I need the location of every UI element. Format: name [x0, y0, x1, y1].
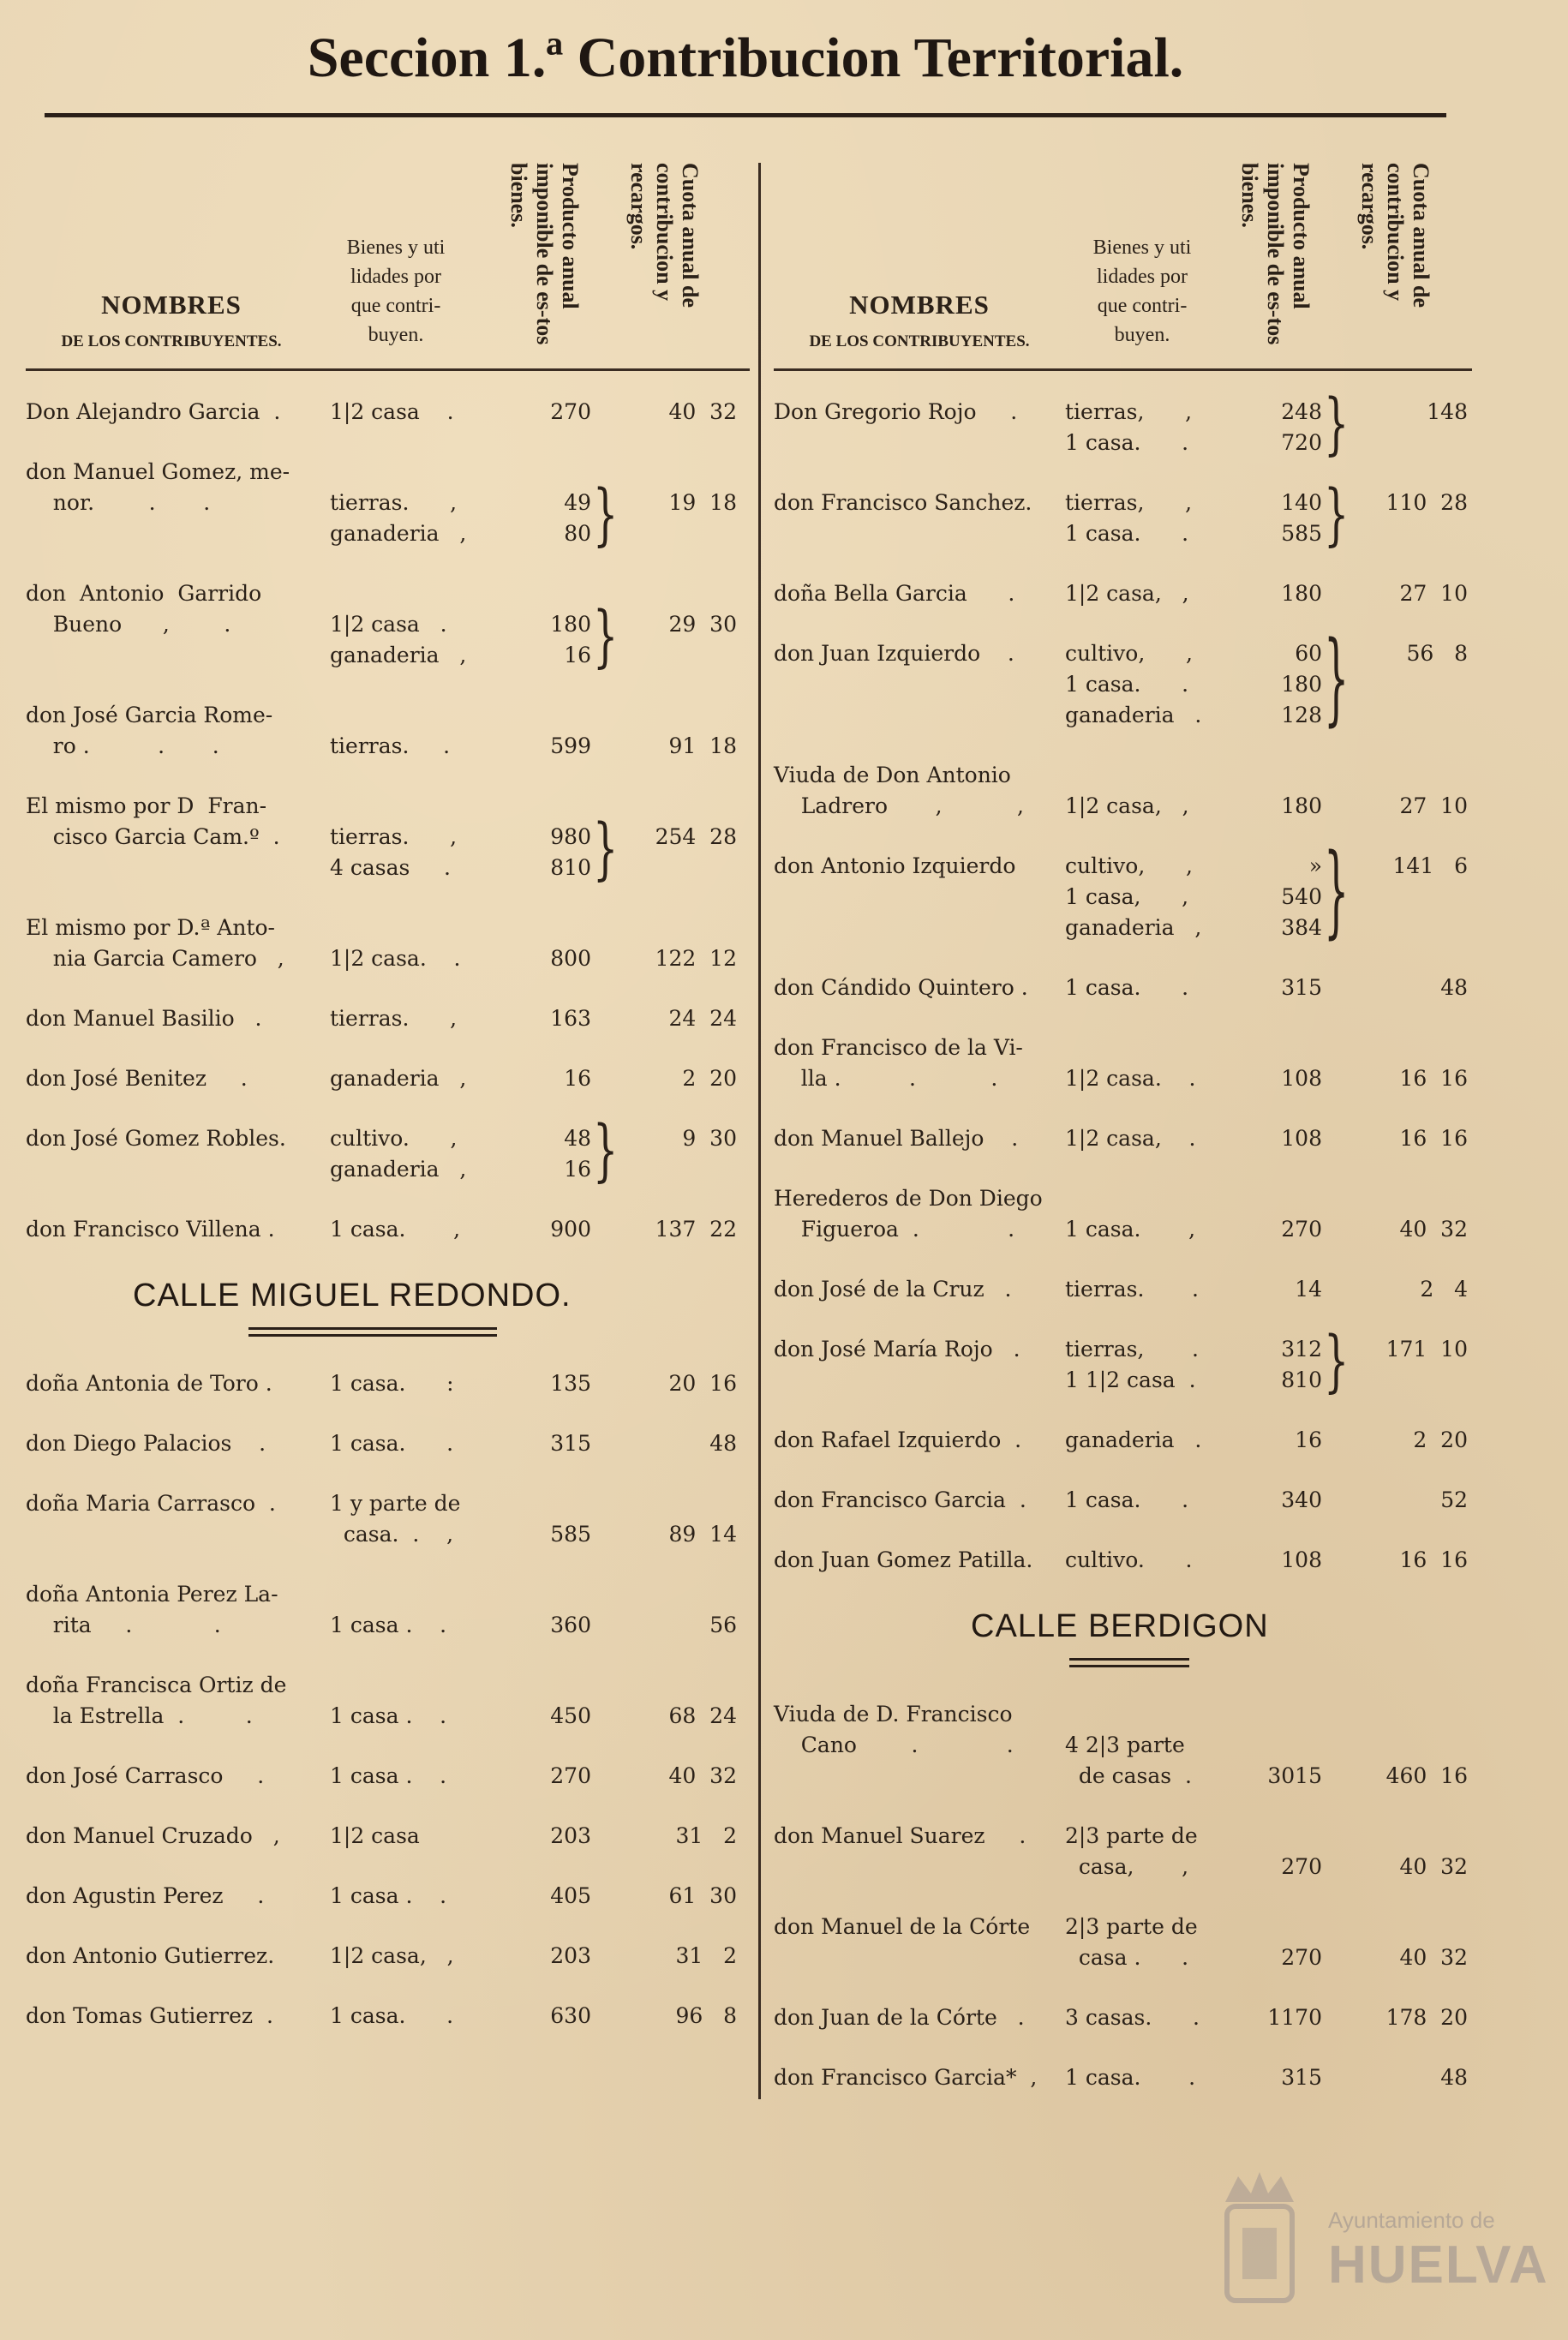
- bienes-cell: 2|3 parte de casa, ,: [1065, 1823, 1198, 1879]
- producto-cell: 140 585: [1281, 490, 1322, 546]
- header-cuota: Cuota anual de contribucion y recargos.: [626, 163, 703, 308]
- contribuyente-name: don Manuel Ballejo .: [774, 1126, 1019, 1151]
- brace-icon: }: [1324, 831, 1350, 949]
- cuota-cell: 68 24: [668, 1703, 737, 1728]
- cuota-cell: 40 32: [1399, 1854, 1468, 1879]
- contribuyente-name: don José Benitez .: [26, 1066, 248, 1091]
- header-bienes-right: Bienes y uti lidades por que contri- buyen.: [1092, 236, 1192, 346]
- contribuyente-name: doña Bella Garcia .: [774, 581, 1015, 606]
- cuota-cell: 48: [1440, 975, 1468, 1000]
- cuota-cell: 9 30: [682, 1126, 737, 1151]
- bienes-cell: tierras. .: [1065, 1277, 1199, 1302]
- producto-cell: 16: [564, 1066, 591, 1091]
- bienes-cell: tierras. ,: [330, 1006, 458, 1031]
- crest-icon: [1217, 2168, 1302, 2313]
- right-column: [774, 154, 1472, 2090]
- producto-cell: 315: [1281, 2065, 1322, 2090]
- ledger-row: [26, 1579, 750, 1641]
- cuota-cell: 137 22: [655, 1217, 737, 1242]
- bienes-cell: 1|2 casa. .: [330, 946, 461, 971]
- contribuyente-name: don Antonio Garrido Bueno , .: [26, 581, 262, 637]
- brace-icon: }: [593, 474, 619, 554]
- bienes-cell: cultivo. .: [1065, 1547, 1193, 1572]
- ledger-row: [774, 1320, 1472, 1400]
- cuota-cell: 91 18: [668, 733, 737, 758]
- brace-icon: }: [593, 595, 619, 675]
- contribuyente-name: don Manuel Cruzado ,: [26, 1823, 280, 1848]
- ledger-row: [774, 1545, 1472, 1576]
- ledger-row: [26, 1063, 750, 1094]
- bienes-cell: 1 casa . .: [330, 1763, 447, 1788]
- header-nombres-right: [774, 290, 1065, 351]
- ledger-row: [774, 474, 1472, 554]
- producto-cell: 108: [1281, 1547, 1322, 1572]
- cuota-cell: 16 16: [1399, 1066, 1468, 1091]
- cuota-cell: 460 16: [1385, 1763, 1468, 1788]
- bienes-cell: 1 casa. ,: [330, 1217, 461, 1242]
- header-contribuyentes-label: DE LOS CONTRIBUYENTES.: [61, 332, 282, 350]
- contribuyente-name: don Francisco Garcia .: [774, 1487, 1026, 1512]
- contribuyente-name: don Francisco Garcia* ,: [774, 2065, 1038, 2090]
- ledger-row: [774, 1821, 1472, 1882]
- cuota-cell: 48: [1440, 2065, 1468, 2090]
- producto-cell: 163: [550, 1006, 591, 1031]
- cuota-cell: 24 24: [668, 1006, 737, 1031]
- producto-cell: 270: [1281, 1945, 1322, 1970]
- producto-cell: 108: [1281, 1126, 1322, 1151]
- cuota-cell: 56: [709, 1613, 737, 1637]
- ledger-row: [26, 1670, 750, 1732]
- producto-cell: 180 16: [550, 612, 591, 667]
- ledger-row: [26, 1488, 750, 1550]
- cuota-cell: 56 8: [1406, 641, 1468, 666]
- cuota-cell: 110 28: [1385, 490, 1468, 515]
- contribuyente-name: don Rafael Izquierdo .: [774, 1427, 1022, 1452]
- section-rule: [1069, 1658, 1189, 1661]
- title-rule: [45, 113, 1446, 117]
- bienes-cell: tierras, . 1 1|2 casa .: [1065, 1337, 1199, 1392]
- contribuyente-name: doña Maria Carrasco .: [26, 1491, 276, 1516]
- producto-cell: 14: [1295, 1277, 1322, 1302]
- producto-cell: 1170: [1267, 2005, 1322, 2030]
- column-divider: [758, 163, 761, 2099]
- producto-cell: 270: [1281, 1854, 1322, 1879]
- producto-cell: 599: [550, 733, 591, 758]
- producto-cell: 180: [1281, 581, 1322, 606]
- producto-cell: 450: [550, 1703, 591, 1728]
- ledger-row: [774, 1425, 1472, 1456]
- ledger-row: [26, 1368, 750, 1399]
- bienes-cell: tierras, , 1 casa. .: [1065, 399, 1193, 455]
- ledger-row: [774, 2002, 1472, 2033]
- producto-cell: 48 16: [564, 1126, 591, 1182]
- contribuyente-name: don Manuel Basilio .: [26, 1006, 262, 1031]
- contribuyente-name: don José de la Cruz .: [774, 1277, 1012, 1302]
- bienes-cell: 1 casa . .: [330, 1883, 447, 1908]
- left-header: [26, 154, 750, 371]
- cuota-cell: 19 18: [668, 490, 737, 515]
- brace-icon: }: [593, 808, 619, 888]
- producto-cell: 49 80: [564, 490, 591, 546]
- bienes-cell: ganaderia .: [1065, 1427, 1202, 1452]
- brace-icon: }: [1324, 383, 1350, 463]
- left-column: [26, 154, 750, 2028]
- header-bienes: Bienes y uti lidades por que contri- buyen.: [346, 236, 446, 346]
- contribuyente-name: don Manuel Gomez, me- nor. . .: [26, 459, 290, 515]
- ledger-row: [774, 1485, 1472, 1516]
- ledger-row: [26, 913, 750, 974]
- producto-cell: 16: [1295, 1427, 1322, 1452]
- cuota-cell: 178 20: [1385, 2005, 1468, 2030]
- contribuyente-name: don Francisco de la Vi- lla . . .: [774, 1035, 1023, 1091]
- brace-icon: }: [1324, 474, 1350, 554]
- producto-cell: 980 810: [550, 824, 591, 880]
- ledger-row: [26, 1428, 750, 1459]
- cuota-cell: 52: [1440, 1487, 1468, 1512]
- cuota-cell: 27 10: [1399, 793, 1468, 818]
- cuota-cell: 31 2: [675, 1943, 737, 1968]
- ledger-row: [26, 1881, 750, 1912]
- ayuntamiento-stamp: [1217, 2168, 1549, 2313]
- producto-cell: 360: [550, 1613, 591, 1637]
- contribuyente-name: don Agustin Perez .: [26, 1883, 265, 1908]
- stamp-title: HUELVA: [1328, 2235, 1549, 2295]
- producto-cell: 203: [550, 1823, 591, 1848]
- producto-cell: 135: [550, 1371, 591, 1396]
- bienes-cell: 1 casa. ,: [1065, 1217, 1196, 1242]
- producto-cell: 800: [550, 946, 591, 971]
- producto-cell: 315: [1281, 975, 1322, 1000]
- ledger-row: [774, 1274, 1472, 1305]
- contribuyente-name: don Juan Izquierdo .: [774, 641, 1014, 666]
- ledger-row: [774, 1123, 1472, 1154]
- bienes-cell: 1 casa. .: [330, 2003, 454, 2028]
- cuota-cell: 40 32: [1399, 1945, 1468, 1970]
- producto-cell: 270: [550, 1763, 591, 1788]
- producto-cell: 405: [550, 1883, 591, 1908]
- brace-icon: }: [1324, 1320, 1350, 1400]
- ledger-row: [774, 383, 1472, 463]
- cuota-cell: 40 32: [668, 1763, 737, 1788]
- contribuyente-name: don Tomas Gutierrez .: [26, 2003, 273, 2028]
- producto-cell: 248 720: [1281, 399, 1322, 455]
- ledger-row: [26, 1110, 750, 1189]
- section-rule: [1069, 1665, 1189, 1667]
- ledger-row: [774, 619, 1472, 737]
- ledger-row: [774, 578, 1472, 609]
- stamp-subtitle: Ayuntamiento de: [1328, 2207, 1495, 2233]
- producto-cell: 3015: [1267, 1763, 1322, 1788]
- ledger-row: [26, 791, 750, 888]
- contribuyente-name: don Manuel de la Córte: [774, 1914, 1031, 1939]
- producto-cell: 900: [550, 1217, 591, 1242]
- cuota-cell: 40 32: [1399, 1217, 1468, 1242]
- cuota-cell: 89 14: [668, 1522, 737, 1547]
- ledger-row: [26, 2001, 750, 2032]
- cuota-cell: 40 32: [668, 399, 737, 424]
- bienes-cell: 1|2 casa, ,: [330, 1943, 454, 1968]
- contribuyente-name: don Antonio Izquierdo: [774, 853, 1016, 878]
- ledger-row: [26, 1003, 750, 1034]
- contribuyente-name: El mismo por D Fran- cisco Garcia Cam.º .: [26, 793, 280, 849]
- contribuyente-name: don Juan de la Córte .: [774, 2005, 1025, 2030]
- bienes-cell: 1|2 casa, ,: [1065, 581, 1189, 606]
- bienes-cell: 3 casas. .: [1065, 2005, 1200, 2030]
- bienes-cell: 1 casa. .: [1065, 975, 1189, 1000]
- producto-cell: 312 810: [1281, 1337, 1322, 1392]
- cuota-cell: 61 30: [668, 1883, 737, 1908]
- contribuyente-name: don José María Rojo .: [774, 1337, 1020, 1362]
- bienes-cell: cultivo. , ganaderia ,: [330, 1126, 467, 1182]
- ledger-row: [774, 1032, 1472, 1094]
- contribuyente-name: don José Gomez Robles.: [26, 1126, 286, 1151]
- bienes-cell: cultivo, , 1 casa, , ganaderia ,: [1065, 853, 1202, 940]
- cuota-cell: 27 10: [1399, 581, 1468, 606]
- ledger-row: [774, 831, 1472, 949]
- bienes-cell: 1 casa . .: [330, 1613, 447, 1637]
- header-contribuyentes-label-right: DE LOS CONTRIBUYENTES.: [809, 332, 1030, 350]
- contribuyente-name: don Francisco Villena .: [26, 1217, 275, 1242]
- bienes-cell: 1 y parte de casa. . ,: [330, 1491, 461, 1547]
- street-section-title: CALLE MIGUEL REDONDO.: [133, 1278, 572, 1314]
- bienes-cell: 1 casa. .: [330, 1431, 454, 1456]
- cuota-cell: 29 30: [668, 612, 737, 637]
- page-title: Seccion 1.ª Contribucion Territorial.: [307, 27, 1184, 89]
- bienes-cell: tierras, , 1 casa. .: [1065, 490, 1193, 546]
- ledger-row: [26, 578, 750, 675]
- producto-cell: » 540 384: [1281, 853, 1322, 940]
- cuota-cell: 96 8: [675, 2003, 737, 2028]
- ledger-row: [26, 1214, 750, 1245]
- ledger-row: [774, 1699, 1472, 1792]
- cuota-cell: 171 10: [1385, 1337, 1468, 1362]
- street-section-title: CALLE BERDIGON: [971, 1608, 1269, 1644]
- contribuyente-name: don Antonio Gutierrez.: [26, 1943, 275, 1968]
- cuota-cell: 31 2: [675, 1823, 737, 1848]
- bienes-cell: 1|2 casa. .: [1065, 1066, 1196, 1091]
- contribuyente-name: doña Antonia de Toro .: [26, 1371, 272, 1396]
- bienes-cell: 1|2 casa, ,: [1065, 793, 1189, 818]
- bienes-cell: 1 casa. .: [1065, 2065, 1196, 2090]
- contribuyente-name: El mismo por D.ª Anto- nia Garcia Camero ,: [26, 915, 284, 971]
- ledger-row: [774, 2062, 1472, 2093]
- cuota-cell: 48: [709, 1431, 737, 1456]
- contribuyente-name: don Diego Palacios .: [26, 1431, 266, 1456]
- bienes-cell: cultivo, , 1 casa. . ganaderia .: [1065, 641, 1202, 727]
- ledger-row: [26, 1941, 750, 1972]
- producto-cell: 270: [550, 399, 591, 424]
- contribuyente-name: don Cándido Quintero .: [774, 975, 1028, 1000]
- contribuyente-name: Don Gregorio Rojo .: [774, 399, 1018, 424]
- bienes-cell: 1|2 casa . ganaderia ,: [330, 612, 467, 667]
- bienes-cell: 1|2 casa, .: [1065, 1126, 1196, 1151]
- ledger-row: [26, 457, 750, 554]
- cuota-cell: 16 16: [1399, 1547, 1468, 1572]
- cuota-cell: 122 12: [655, 946, 737, 971]
- cuota-cell: 2 20: [682, 1066, 737, 1091]
- section-rule: [248, 1327, 497, 1330]
- bienes-cell: tierras. , ganaderia ,: [330, 490, 467, 546]
- producto-cell: 270: [1281, 1217, 1322, 1242]
- contribuyente-name: don José Carrasco .: [26, 1763, 265, 1788]
- contribuyente-name: doña Antonia Perez La- rita . .: [26, 1582, 278, 1637]
- producto-cell: 203: [550, 1943, 591, 1968]
- bienes-cell: 1 casa. .: [1065, 1487, 1189, 1512]
- ledger-row: [26, 1821, 750, 1852]
- bienes-cell: 1|2 casa: [330, 1823, 420, 1848]
- brace-icon: }: [593, 1110, 619, 1189]
- header-nombres-label-right: NOMBRES: [849, 290, 990, 320]
- producto-cell: 60 180 128: [1281, 641, 1322, 727]
- cuota-cell: 20 16: [668, 1371, 737, 1396]
- contribuyente-name: doña Francisca Ortiz de la Estrella . .: [26, 1673, 287, 1728]
- producto-cell: 585: [550, 1522, 591, 1547]
- cuota-cell: 141 6: [1392, 853, 1468, 878]
- contribuyente-name: Viuda de D. Francisco Cano . .: [774, 1702, 1014, 1757]
- contribuyente-name: don José Garcia Rome- ro . . .: [26, 703, 273, 758]
- ledger-row: [26, 397, 750, 428]
- bienes-cell: ganaderia ,: [330, 1066, 467, 1091]
- ledger-row: [774, 973, 1472, 1003]
- producto-cell: 340: [1281, 1487, 1322, 1512]
- bienes-cell: 4 2|3 parte de casas .: [1065, 1733, 1192, 1788]
- contribuyente-name: don Juan Gomez Patilla.: [774, 1547, 1033, 1572]
- producto-cell: 108: [1281, 1066, 1322, 1091]
- ledger-row: [774, 1912, 1472, 1973]
- brace-icon: }: [1324, 619, 1350, 737]
- contribuyente-name: don Manuel Suarez .: [774, 1823, 1026, 1848]
- bienes-cell: tierras. .: [330, 733, 451, 758]
- cuota-cell: 148: [1427, 399, 1468, 424]
- contribuyente-name: Don Alejandro Garcia .: [26, 399, 281, 424]
- cuota-cell: 2 20: [1413, 1427, 1468, 1452]
- ledger-row: [774, 760, 1472, 822]
- contribuyente-name: Viuda de Don Antonio Ladrero , ,: [774, 763, 1024, 818]
- bienes-cell: 1 casa. :: [330, 1371, 454, 1396]
- right-header: [774, 154, 1472, 371]
- section-rule: [248, 1334, 497, 1337]
- header-nombres-label: NOMBRES: [101, 290, 242, 320]
- header-cuota-right: Cuota anual de contribucion y recargos.: [1357, 163, 1433, 308]
- cuota-cell: 254 28: [655, 824, 737, 849]
- cuota-cell: 2 4: [1420, 1277, 1468, 1302]
- header-producto-right: Producto anual imponible de es-tos bienes.: [1237, 163, 1314, 345]
- bienes-cell: 1|2 casa .: [330, 399, 454, 424]
- header-producto: Producto anual imponible de es-tos bienes.: [506, 163, 583, 345]
- ledger-row: [26, 700, 750, 762]
- contribuyente-name: don Francisco Sanchez.: [774, 490, 1032, 515]
- producto-cell: 180: [1281, 793, 1322, 818]
- bienes-cell: tierras. , 4 casas .: [330, 824, 458, 880]
- producto-cell: 630: [550, 2003, 591, 2028]
- contribuyente-name: Herederos de Don Diego Figueroa . .: [774, 1186, 1043, 1242]
- bienes-cell: 1 casa . .: [330, 1703, 447, 1728]
- producto-cell: 315: [550, 1431, 591, 1456]
- header-nombres: [26, 290, 317, 351]
- cuota-cell: 16 16: [1399, 1126, 1468, 1151]
- bienes-cell: 2|3 parte de casa . .: [1065, 1914, 1198, 1970]
- ledger-row: [774, 1183, 1472, 1245]
- ledger-row: [26, 1761, 750, 1792]
